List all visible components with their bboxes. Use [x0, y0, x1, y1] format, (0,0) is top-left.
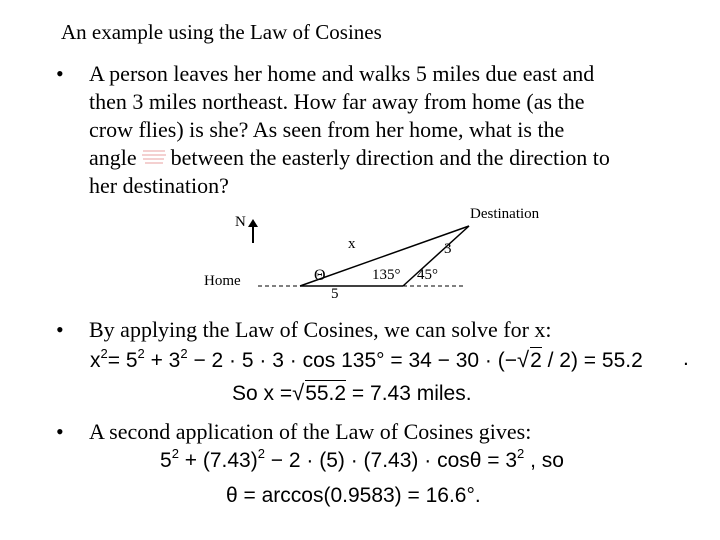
intro-line-2: then 3 miles northeast. How far away from home (as the	[89, 89, 585, 114]
side-5-label: 5	[331, 286, 339, 302]
intro-line-3: crow flies) is she? As seen from her home, what is the	[89, 117, 565, 142]
x-label: x	[348, 236, 356, 252]
apply-text: By applying the Law of Cosines, we can solve for x:	[89, 317, 552, 342]
apply-bullet	[56, 316, 552, 344]
angle-45-label: 45°	[417, 267, 438, 283]
equation-x-result: So x =√55.2 = 7.43 miles.	[232, 380, 472, 405]
destination-label: Destination	[470, 206, 540, 222]
north-label: N	[235, 214, 246, 230]
theta-label: Θ	[314, 267, 326, 284]
home-label: Home	[204, 273, 241, 289]
equation-x-squared: $x^2= 5^2 + 3^2 - 2 \cdot 5 \cdot 3 \cdot \cos 135^\circ = 34 - 30 \cdot (-√2 / 2) = 55.2$	[90, 346, 643, 372]
intro-line-5: her destination?	[89, 173, 229, 198]
intro-line-4a: angle	[89, 145, 137, 170]
bullet-dot: •	[56, 419, 64, 444]
equation-x-end: .	[683, 347, 689, 370]
intro-line-1: A person leaves her home and walks 5 miles due east and	[89, 61, 595, 86]
intro-line-4b: between the easterly direction and the direction to	[170, 145, 610, 170]
second-text: A second application of the Law of Cosines gives:	[89, 419, 532, 444]
second-bullet	[56, 418, 531, 446]
angle-135-label: 135°	[372, 267, 401, 283]
bullet-dot: •	[56, 61, 64, 86]
slide-title: An example using the Law of Cosines	[61, 20, 382, 44]
equation-theta-result: θ = arccos(0.9583) = 16.6°.	[226, 484, 481, 507]
bullet-dot: •	[56, 317, 64, 342]
equation-theta-cos: $5^2 + (7.43)^2 - 2 \cdot (5) \cdot (7.43) \cdot \cos\theta = 3^2$ , so	[160, 446, 564, 472]
side-3-label: 3	[444, 241, 452, 257]
north-arrow	[248, 219, 258, 243]
